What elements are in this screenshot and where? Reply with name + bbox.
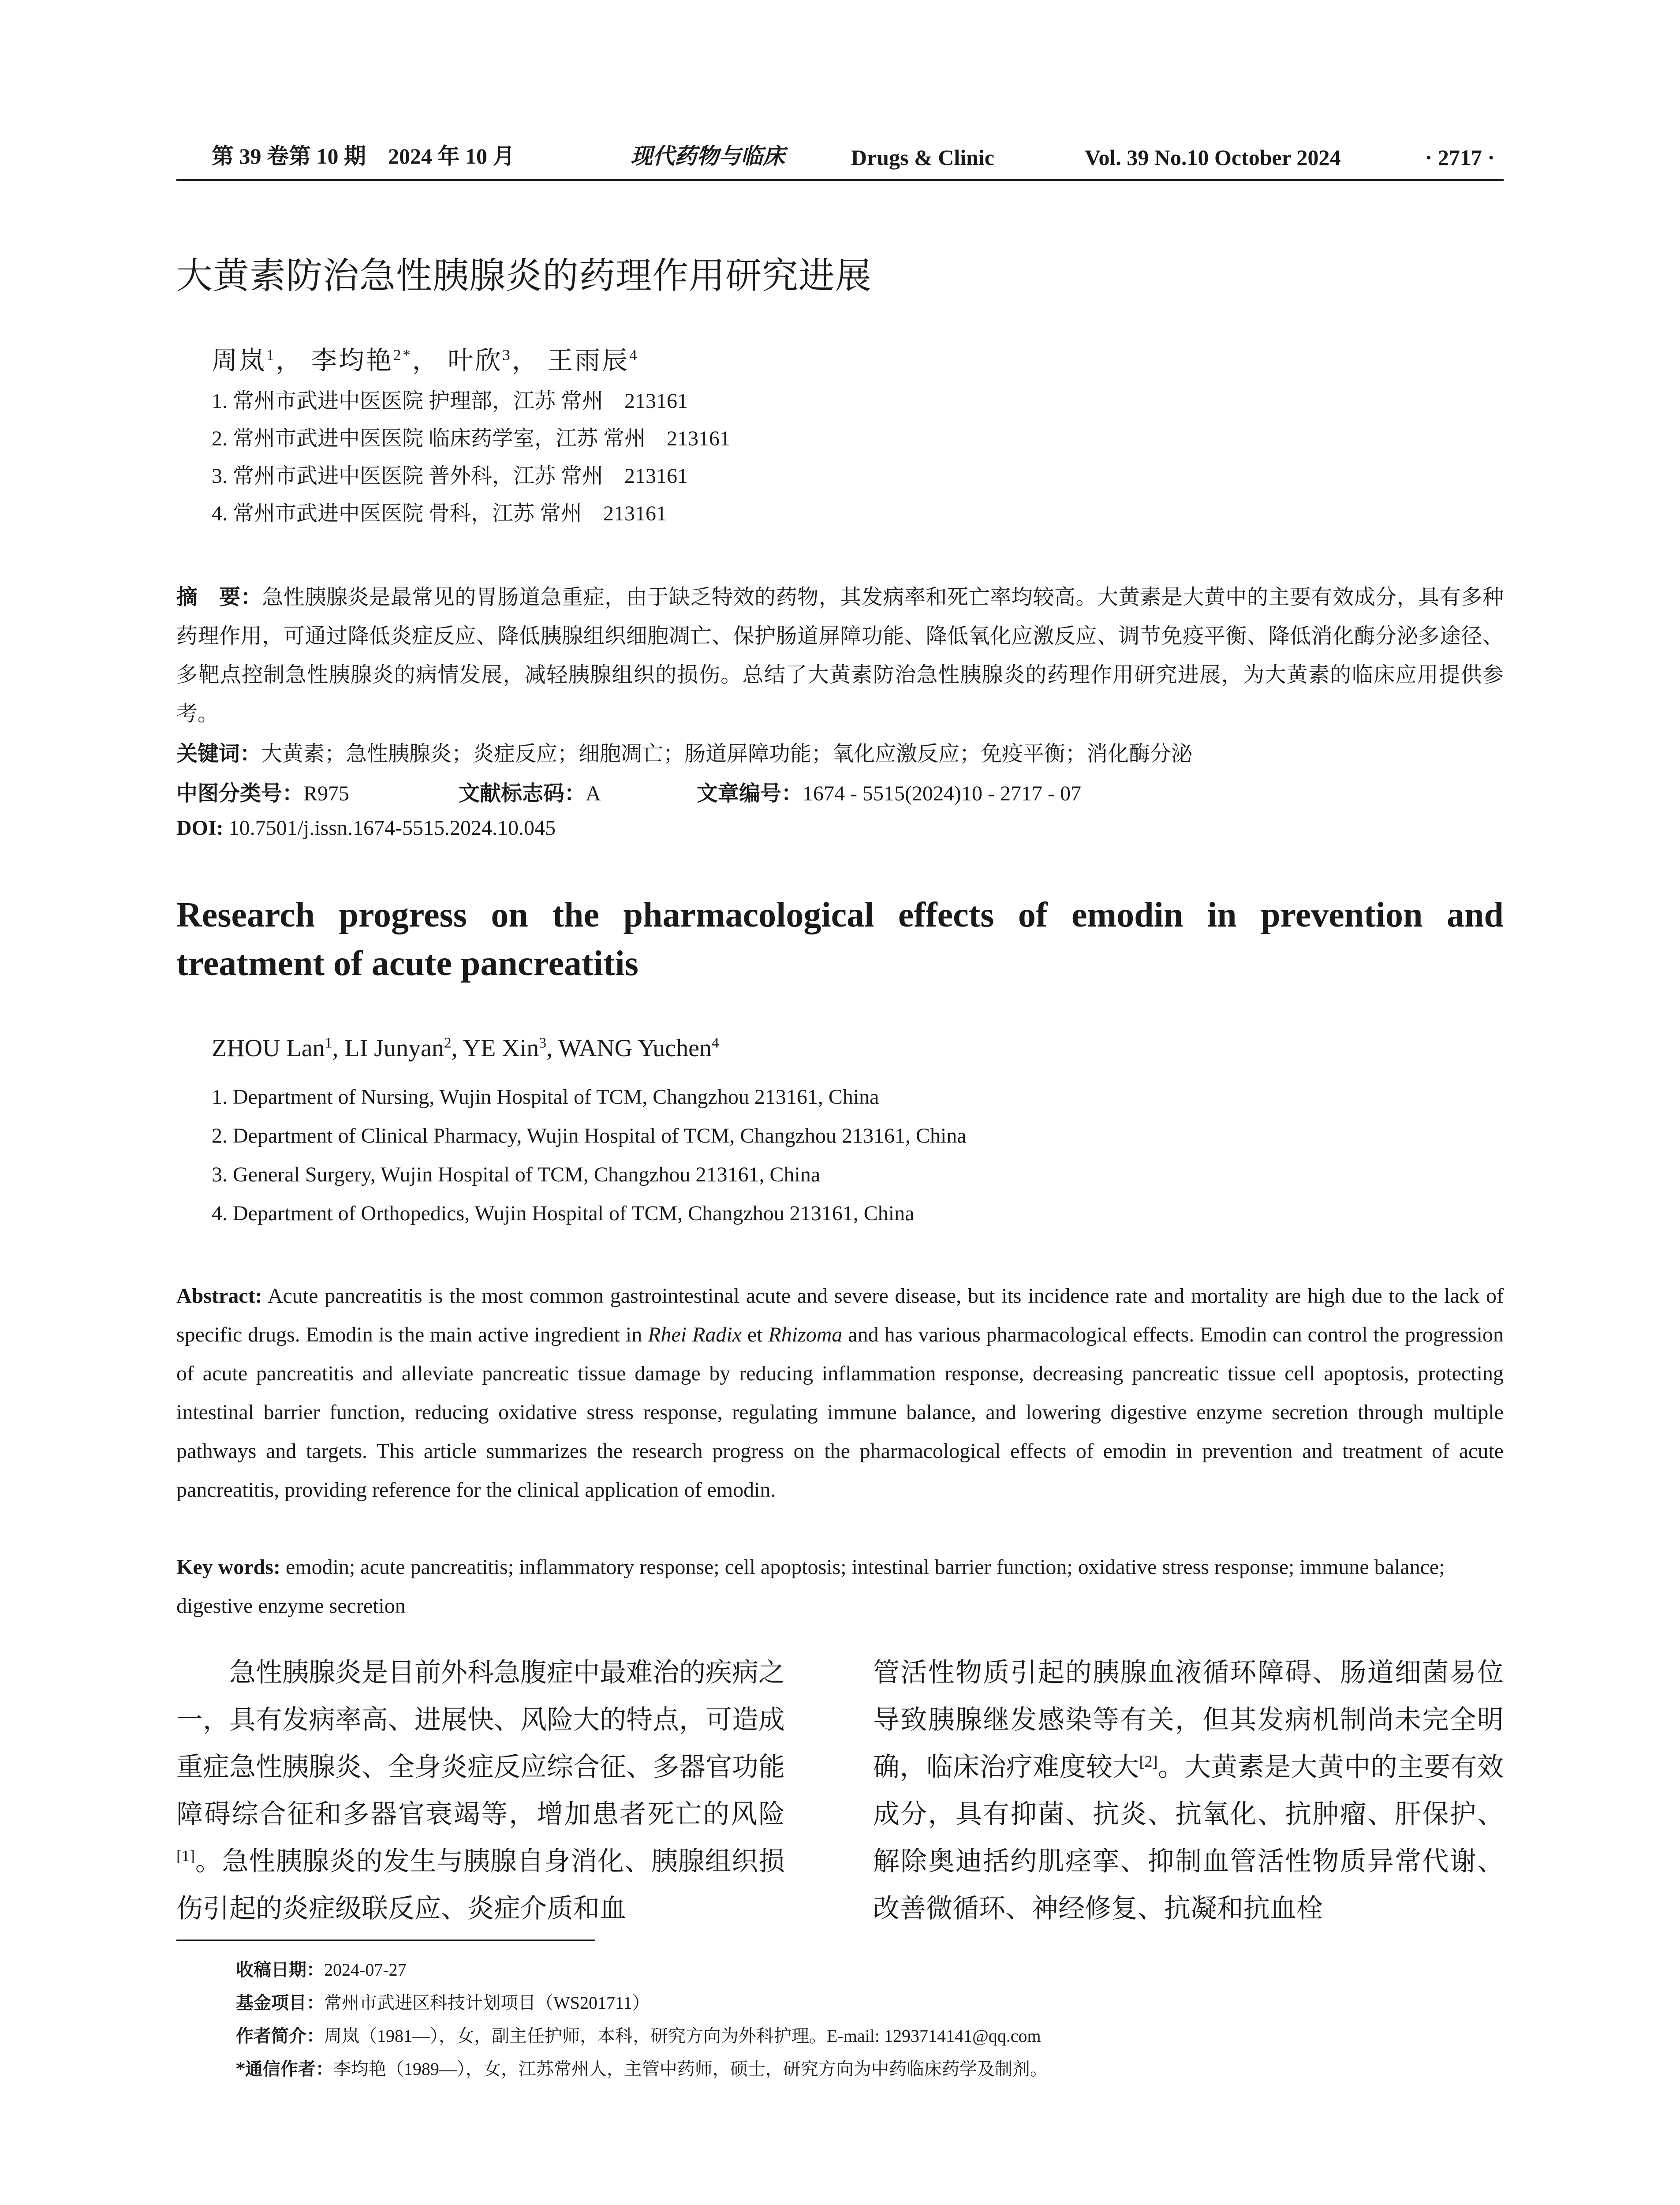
- doc-value: A: [586, 782, 601, 805]
- clc-label: 中图分类号：: [176, 781, 304, 806]
- abstract-en-text-2: et: [741, 1323, 769, 1346]
- footnote-received-label: 收稿日期：: [236, 1960, 324, 1980]
- abstract-en-text-1: Acute pancreatitis is the most common gastrointestinal acute and severe disease, but its incidence rate and mortality are high due to the lack of specific drugs. Emodin is the main active ingredient in: [176, 1284, 1504, 1346]
- authors-cn: 周岚$^1$， 李均艳$^{2*}$， 叶欣$^3$， 王雨辰$^4$: [212, 346, 639, 375]
- body-left-text-1: 急性胰腺炎是目前外科急腹症中最难治的疾病之一，具有发病率高、进展快、风险大的特点，可造成重症急性胰腺炎、全身炎症反应综合征、多器官功能障碍综合征和多器官衰竭等，增加患者死亡的风险: [176, 1658, 785, 1829]
- author-3-mark-en: 3: [539, 1035, 547, 1051]
- footnote-received-text: 2024-07-27: [324, 1960, 407, 1980]
- body-right-text-2: 。大黄素是大黄中的主要有效成分，具有抑菌、抗炎、抗氧化、抗肿瘤、肝保护、解除奥迪括约肌痉挛、抑制血管活性物质异常代谢、改善微循环、神经修复、抗凝和抗血栓: [873, 1753, 1504, 1923]
- affiliation-cn-2: 2. 常州市武进中医医院 临床药学室，江苏 常州 213161: [212, 427, 731, 450]
- abstract-cn-label: 摘 要：: [176, 585, 262, 609]
- author-1-en: ZHOU Lan: [212, 1035, 325, 1062]
- affiliation-cn-3: 3. 常州市武进中医医院 普外科，江苏 常州 213161: [212, 464, 688, 488]
- doi-label: DOI:: [176, 816, 224, 840]
- doc-label: 文献标志码：: [459, 781, 586, 806]
- footnote-author-label: 作者简介：: [236, 2026, 324, 2046]
- abstract-cn: [176, 578, 1504, 733]
- author-3-en: YE Xin: [463, 1035, 539, 1062]
- issue-en: Vol. 39 No.10 October 2024: [1085, 145, 1341, 170]
- ref-2: [2]: [1139, 1753, 1158, 1770]
- author-1-cn: 周岚: [212, 346, 267, 375]
- article-number: [697, 776, 1081, 807]
- keywords-en-text: emodin; acute pancreatitis; inflammatory response; cell apoptosis; intestinal barrier function; oxidative stress response; immune balance; digestive enzyme secretion: [176, 1555, 1445, 1618]
- affiliation-cn-4: 4. 常州市武进中医医院 骨科，江苏 常州 213161: [212, 502, 667, 525]
- author-2-cn: 李均艳: [311, 346, 393, 375]
- keywords-cn-label: 关键词：: [176, 741, 261, 766]
- abstract-en: [176, 1277, 1504, 1510]
- issue-cn: 第 39 卷第 10 期 2024 年 10 月: [212, 144, 515, 168]
- doi-value: 10.7501/j.issn.1674-5515.2024.10.045: [228, 816, 556, 840]
- author-1-mark-en: 1: [325, 1035, 332, 1051]
- body-right-text-1: 管活性物质引起的胰腺血液循环障碍、肠道细菌易位导致胰腺继发感染等有关，但其发病机制尚未完全明确，临床治疗难度较大: [873, 1658, 1504, 1782]
- footnote-received: [236, 1956, 407, 1981]
- footnote-divider: [176, 1940, 595, 1941]
- footnote-fund: [236, 1989, 650, 2014]
- abstract-en-text-3: and has various pharmacological effects. Emodin can control the progression of acute pancreatitis and alleviate pancreatic tissue damage by reducing inflammation response, decreasing pancreatic tissue cell apoptosis, protecting intestinal barrier function, reducing oxidative stress response, regulating immune balance, and lowering digestive enzyme secretion through multiple pathways and targets. This article summarizes the research progress on the pharmacological effects of emodin in prevention and treatment of acute pancreatitis, providing reference for the clinical application of emodin.: [176, 1323, 1504, 1502]
- abstract-en-italic-1: Rhei Radix: [648, 1323, 742, 1346]
- footnote-correspondence: [236, 2055, 1048, 2080]
- abstract-en-italic-2: Rhizoma: [768, 1323, 843, 1346]
- author-4-mark-en: 4: [711, 1035, 719, 1051]
- author-3-cn: 叶欣: [448, 346, 503, 375]
- body-column-left: [176, 1649, 785, 1932]
- author-1-mark-cn: 1: [266, 346, 276, 364]
- affiliation-en-3: 3. General Surgery, Wujin Hospital of TCM, Changzhou 213161, China: [212, 1163, 821, 1186]
- doc-code: [459, 776, 601, 807]
- footnote-author: [236, 2022, 1041, 2047]
- journal-cn: 现代药物与临床: [631, 144, 785, 168]
- author-4-en: WANG Yuchen: [558, 1035, 712, 1062]
- running-header: [176, 140, 1504, 181]
- doi-line: [176, 816, 556, 840]
- affiliation-en-2: 2. Department of Clinical Pharmacy, Wujin Hospital of TCM, Changzhou 213161, China: [212, 1124, 967, 1147]
- journal-en: Drugs & Clinic: [851, 145, 994, 170]
- keywords-en: [176, 1548, 1504, 1626]
- affiliation-en-1: 1. Department of Nursing, Wujin Hospital of TCM, Changzhou 213161, China: [212, 1085, 879, 1109]
- article-value: 1674 - 5515(2024)10 - 2717 - 07: [803, 782, 1081, 805]
- clc-value: R975: [303, 782, 350, 805]
- keywords-en-label: Key words:: [176, 1555, 280, 1579]
- author-3-mark-cn: 3: [502, 346, 512, 364]
- page-number: · 2717 ·: [1425, 145, 1495, 170]
- title-en: Research progress on the pharmacological effects of emodin in prevention and treatment of acute pancreatitis: [176, 896, 1504, 983]
- author-2-en: LI Junyan: [344, 1035, 444, 1062]
- article-label: 文章编号：: [697, 781, 803, 806]
- footnote-author-text: 周岚（1981—），女，副主任护师，本科，研究方向为外科护理。E-mail: 1293714141@qq.com: [324, 2026, 1041, 2046]
- abstract-cn-text: 急性胰腺炎是最常见的胃肠道急重症，由于缺乏特效的药物，其发病率和死亡率均较高。大黄素是大黄中的主要有效成分，具有多种药理作用，可通过降低炎症反应、降低胰腺组织细胞凋亡、保护肠道屏障功能、降低氧化应激反应、调节免疫平衡、降低消化酶分泌多途径、多靶点控制急性胰腺炎的病情发展，减轻胰腺组织的损伤。总结了大黄素防治急性胰腺炎的药理作用研究进展，为大黄素的临床应用提供参考。: [176, 586, 1504, 725]
- classification-line: [176, 776, 349, 807]
- ref-1: [1]: [176, 1847, 195, 1865]
- author-4-cn: 王雨辰: [547, 346, 630, 375]
- footnote-fund-text: 常州市武进区科技计划项目（WS201711）: [324, 1993, 650, 2013]
- body-column-right: [873, 1649, 1504, 1932]
- affiliation-en-4: 4. Department of Orthopedics, Wujin Hospital of TCM, Changzhou 213161, China: [212, 1202, 915, 1225]
- author-4-mark-cn: 4: [629, 346, 639, 364]
- keywords-cn-text: 大黄素；急性胰腺炎；炎症反应；细胞凋亡；肠道屏障功能；氧化应激反应；免疫平衡；消化酶分泌: [261, 742, 1193, 766]
- author-2-mark-cn: 2*: [393, 346, 412, 364]
- footnote-correspondence-label: *通信作者：: [236, 2059, 333, 2079]
- affiliation-cn-1: 1. 常州市武进中医医院 护理部，江苏 常州 213161: [212, 389, 688, 413]
- footnote-fund-label: 基金项目：: [236, 1993, 324, 2013]
- title-cn: 大黄素防治急性胰腺炎的药理作用研究进展: [176, 255, 872, 297]
- author-2-mark-en: 2: [444, 1035, 452, 1051]
- keywords-cn: [176, 736, 1192, 767]
- footnote-correspondence-text: 李均艳（1989—），女，江苏常州人，主管中药师，硕士，研究方向为中药临床药学及制剂。: [333, 2059, 1048, 2079]
- authors-en: ZHOU Lan$^1$, LI Junyan$^2$, YE Xin$^3$, WANG Yuchen$^4$: [212, 1035, 719, 1062]
- abstract-en-label: Abstract:: [176, 1284, 262, 1308]
- body-left-text-2: 。急性胰腺炎的发生与胰腺自身消化、胰腺组织损伤引起的炎症级联反应、炎症介质和血: [176, 1847, 785, 1923]
